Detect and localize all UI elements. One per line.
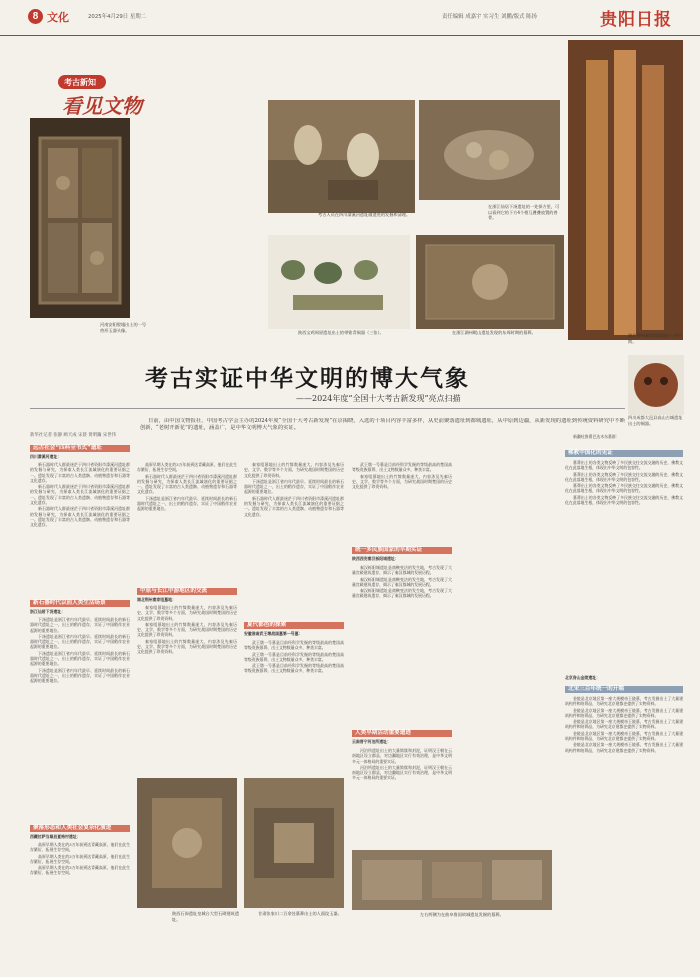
newspaper-logo: 贵阳日报 [600, 10, 672, 30]
headline: 考古实证中华文明的博大气象 [145, 365, 470, 392]
photo-jade-box [30, 118, 130, 318]
section-1-body: 新石器时代人群最迷茫于四川省资阳市濛溪河遗址群的发掘与研究，为探索人类长江流域演化的重要证据之一。遗址发现了丰富的古人类遗骸、动植物遗存和石器等文化遗存。 新石器时代人群最迷茫于四川省资阳市濛溪河遗址群的发掘与研究，为探索人类长江流域演化的重要证据之一。遗址发现了丰富的古人类遗骸、动植物遗存和石器等文化遗存。 新石器时代人群最迷茫于四川省资阳市濛溪河遗址群的发掘与研究，为探索人类长江流域演化的重要证据之一。遗址发现了丰富的古人类遗骸、动植物遗存和石器等文化遗存。 [30, 462, 130, 528]
section-6-subtitle: 陕西西安秦汉栎阳城遗址： [352, 556, 399, 561]
section-9-subtitle: 北京房山金陵遗址： [565, 675, 601, 680]
section-heading-8: 佛教中国化的见证 [565, 450, 683, 457]
caption-photo-7: 四川成都大邑县高山古城遗址出土的铜器。 [628, 415, 683, 426]
section-heading-1: 远古社会“四科全书式”遗址 [30, 445, 130, 452]
caption-photo-2: 考古人员在四川濛溪河遗址做遗迹的发掘和清理。 [318, 212, 411, 217]
section-heading-4: 中原与长江中游地区的交流 [137, 588, 237, 595]
section-heading-5: 夏代都邑的探索 [244, 622, 344, 629]
issue-date: 2025年4月29日 星期二 [88, 14, 147, 20]
section-1-subtitle: 四川濛溪河遗址： [30, 454, 62, 459]
headline-divider [30, 408, 625, 409]
column-4-body: 武王墩一号墓是目前经科学发掘的等级最高的楚国高等级贵族墓葬，出土文物数量众多，种类丰富。 秦家咀墓地出土的竹简数量庞大，内容涉及先秦历史、文学、数学等多个方面，为研究战国时期楚国的历史文化提供了珍贵资料。 [352, 462, 452, 490]
photo-excavation-team [268, 100, 415, 213]
intro-paragraph: 日前，由中国文物报社、中国考古学会主办的2024年度“全国十大考古新发现”在京揭晓，入选的十项目内容丰富多样，从史前聚落遗址到都城遗址，从中原到边疆，从新发现的遗址到传统资料研究中不断创新，“老树开新花”的遗址，涵盖广，是中华文明博大气象的实证。 [140, 418, 625, 431]
caption-photo-4: 湖北荆州秦家咀墓地出土的竹简。 [628, 333, 683, 344]
caption-photo-1: 河南安阳殷墟出土的一号兽形玉器头像。 [100, 322, 147, 333]
column-logo-tag: 考古新知 [64, 78, 96, 87]
photo-bamboo-slips [568, 40, 683, 340]
section-heading-9: 北宋三百年统一的开端 [565, 686, 683, 693]
section-2-subtitle: 浙江仙居下汤遗址： [30, 609, 66, 614]
page-number-badge: 8 [28, 9, 43, 24]
column-2-body: 高原早期人类在约3万年前到达青藏高原，他们在此生存繁衍，拓展生存空间。 新石器时代人群最迷茫于四川省资阳市濛溪河遗址群的发掘与研究，为探索人类长江流域演化的重要证据之一。遗址发现了丰富的古人类遗骸、动植物遗存和石器等文化遗存。 下汤遗址是浙江省内年代最早、延续时间最长的新石器时代遗址之一，出土的稻作遗存，实证了中国稻作农业起源的重要地位。 [137, 462, 237, 512]
section-9-body: 金陵是北京地区第一座大规模帝王陵墓，考古发掘出土了大量建筑构件和陪葬品，为研究北京建都史提供了实物资料。 金陵是北京地区第一座大规模帝王陵墓，考古发掘出土了大量建筑构件和陪葬品，为研究北京建都史提供了实物资料。 金陵是北京地区第一座大规模帝王陵墓，考古发掘出土了大量建筑构件和陪葬品，为研究北京建都史提供了实物资料。 金陵是北京地区第一座大规模帝王陵墓，考古发掘出土了大量建筑构件和陪葬品，为研究北京建都史提供了实物资料。 金陵是北京地区第一座大规模帝王陵墓，考古发掘出土了大量建筑构件和陪葬品，为研究北京建都史提供了实物资料。 [565, 696, 683, 753]
section-3-body: 高原早期人类在约3万年前到达青藏高原，他们在此生存繁衍，拓展生存空间。 高原早期人类在约3万年前到达青藏高原，他们在此生存繁衍，拓展生存空间。 高原早期人类在约3万年前到达青藏高原，他们在此生存繁衍，拓展生存空间。 [30, 842, 130, 876]
photo-bronze-mask [628, 355, 684, 415]
section-8-body: 墓葬出土的各类文物反映了多民族交往交流交融的历史，佛教文化在此落地生根，体现出中华文明的包容性。 墓葬出土的各类文物反映了多民族交往交流交融的历史，佛教文化在此落地生根，体现出中华文明的包容性。 墓葬出土的各类文物反映了多民族交往交流交融的历史，佛教文化在此落地生根，体现出中华文明的包容性。 墓葬出土的各类文物反映了多民族交往交流交融的历史，佛教文化在此落地生根，体现出中华文明的包容性。 [565, 460, 683, 506]
column-3-body: 秦家咀墓地出土的竹简数量庞大，内容涉及先秦历史、文学、数学等多个方面，为研究战国时期楚国的历史文化提供了珍贵资料。 下汤遗址是浙江省内年代最早、延续时间最长的新石器时代遗址之一，出土的稻作遗存，实证了中国稻作农业起源的重要地位。 新石器时代人群最迷茫于四川省资阳市濛溪河遗址群的发掘与研究，为探索人类长江流域演化的重要证据之一。遗址发现了丰富的古人类遗骸、动植物遗存和石器等文化遗存。 [244, 462, 344, 517]
section-7-body: 河泊所遗址出土的大量简牍和封泥，证明汉王朝在云南地区设立郡县，对边疆地区实行有效治理，是中华文明多元一体格局的重要实证。 河泊所遗址出土的大量简牍和封泥，证明汉王朝在云南地区设立郡县，对边疆地区实行有效治理，是中华文明多元一体格局的重要实证。 [352, 748, 452, 781]
photo-bottom-1 [137, 778, 237, 908]
section-4-subtitle: 湖北荆州秦家咀墓地： [137, 597, 176, 602]
section-6-body: 秦汉栎阳城遗址是商鞅变法的发生地，考古发现了大量宫殿建筑遗存，揭示了秦汉都城的发展历程。 秦汉栎阳城遗址是商鞅变法的发生地，考古发现了大量宫殿建筑遗存，揭示了秦汉都城的发展历程。 秦汉栎阳城遗址是商鞅变法的发生地，考古发现了大量宫殿建筑遗存，揭示了秦汉都城的发展历程。 [352, 565, 452, 599]
caption-photo-9: 甘肃张家川二百余处墓葬出土的人面纹玉器。 [258, 911, 342, 916]
caption-photo-3: 在浙江仙居下汤遗址的一处探方里，可以看到它的下方4个相互叠叠放置的兽骨。 [488, 204, 560, 221]
photo-bottom-2 [244, 778, 344, 908]
section-5-subtitle: 安徽淮南武王墩战国墓第一号墓： [244, 631, 303, 636]
section-7-subtitle: 云南晋宁河泊所遗址： [352, 739, 391, 744]
section-5-body: 武王墩一号墓是目前经科学发掘的等级最高的楚国高等级贵族墓葬，出土文物数量众多，种类丰富。 武王墩一号墓是目前经科学发掘的等级最高的楚国高等级贵族墓葬，出土文物数量众多，种类丰富。 武王墩一号墓是目前经科学发掘的等级最高的楚国高等级贵族墓葬，出土文物数量众多，种类丰富。 [244, 640, 344, 674]
caption-photo-6: 在浙江湖州毗山遗址发现的东周时期的墓葬。 [452, 330, 536, 335]
byline: 新华社记者 张静 顾天成 宋晨 黄明瀚 宋世伟 [30, 433, 117, 438]
photo-bottom-3 [352, 850, 552, 910]
caption-photo-8: 陕西石峁遗址皇城台大型石砌建筑遗址。 [172, 911, 240, 922]
caption-photo-10: 左右两侧为在曲阜鲁国故城遗址发掘的墓葬。 [420, 912, 504, 917]
column-logo [50, 75, 175, 120]
subheadline: ——2024年度“全国十大考古新发现”亮点扫描 [296, 394, 461, 403]
header-bar [0, 0, 700, 36]
photo-stone-wall [416, 235, 564, 329]
caption-photo-5: 陕西宝鸡周原遗址出土的带铭青铜器（三张）。 [298, 330, 384, 335]
section-heading-7: 人类早期活动重要遗迹 [352, 730, 452, 737]
photo-bronze-items [268, 235, 410, 329]
section-3-subtitle: 西藏拉萨当雄县夏格村遗址： [30, 834, 81, 839]
section-2-body: 下汤遗址是浙江省内年代最早、延续时间最长的新石器时代遗址之一，出土的稻作遗存，实证了中国稻作农业起源的重要地位。 下汤遗址是浙江省内年代最早、延续时间最长的新石器时代遗址之一，出土的稻作遗存，实证了中国稻作农业起源的重要地位。 下汤遗址是浙江省内年代最早、延续时间最长的新石器时代遗址之一，出土的稻作遗存，实证了中国稻作农业起源的重要地位。 下汤遗址是浙江省内年代最早、延续时间最长的新石器时代遗址之一，出土的稻作遗存，实证了中国稻作农业起源的重要地位。 [30, 617, 130, 684]
editor-credits: 责任编辑 成嘉宇 实习生 刘鹏/版式 陈扬 [442, 14, 537, 20]
section-4-body: 秦家咀墓地出土的竹简数量庞大，内容涉及先秦历史、文学、数学等多个方面，为研究战国时期楚国的历史文化提供了珍贵资料。 秦家咀墓地出土的竹简数量庞大，内容涉及先秦历史、文学、数学等多个方面，为研究战国时期楚国的历史文化提供了珍贵资料。 秦家咀墓地出土的竹简数量庞大，内容涉及先秦历史、文学、数学等多个方面，为研究战国时期楚国的历史文化提供了珍贵资料。 [137, 605, 237, 655]
column-logo-title: 看见文物 [62, 94, 142, 118]
section-heading-6: 统一多民族国家的早期实证 [352, 547, 452, 554]
column-5-intro: 新疆吐鲁番巴达木东墓群： [573, 434, 620, 439]
section-heading-2: 新石器时代以前人类生活场景 [30, 600, 130, 607]
photo-bone-pile [419, 100, 560, 200]
section-name: 文化 [47, 12, 69, 24]
section-heading-3: 聚落形态和人类社会复杂化演进 [30, 825, 130, 832]
